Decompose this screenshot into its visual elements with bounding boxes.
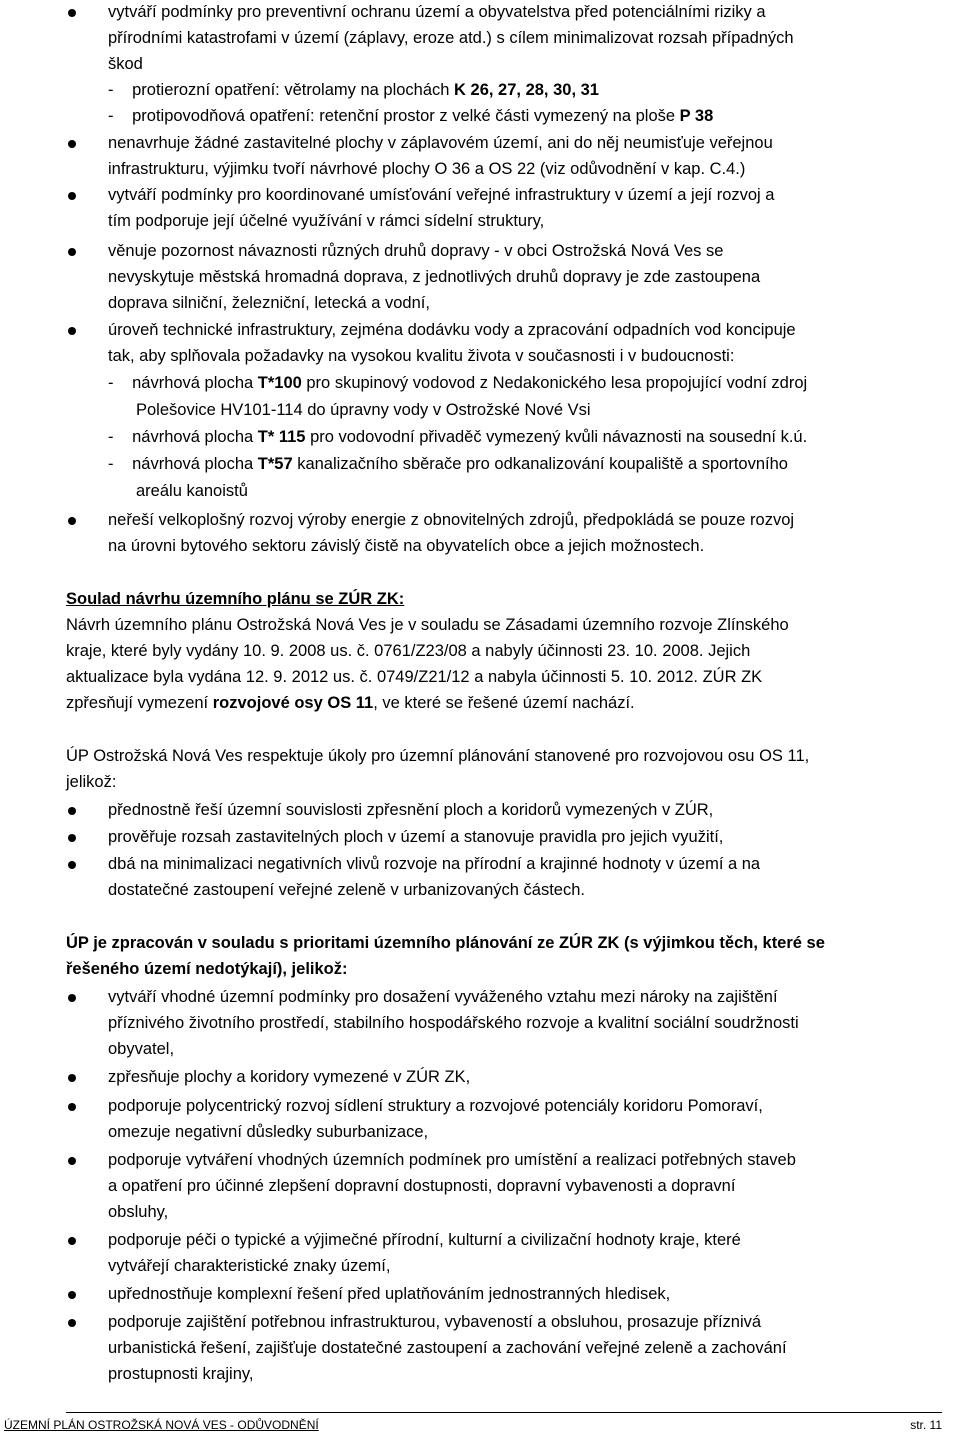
text-line: [108, 56, 143, 73]
text-line: [108, 4, 766, 21]
text-line: [108, 375, 807, 392]
text-line: [108, 108, 713, 125]
text-line: [108, 989, 778, 1006]
text-span: obyvatel,: [108, 1040, 175, 1058]
bullet-icon: [68, 248, 76, 256]
bullet-icon: [68, 807, 76, 815]
text-span: omezuje negativní důsledky suburbanizace,: [108, 1123, 429, 1141]
text-line: [108, 1366, 254, 1383]
text-line: [108, 882, 585, 899]
text-span: podporuje zajištění potřebnou infrastrukturou, vybaveností a obsluhou, prosazuje příznivá: [108, 1313, 762, 1331]
text-line: [108, 161, 745, 178]
text-span: škod: [108, 55, 143, 73]
text-line: [108, 538, 704, 555]
text-line: [108, 135, 773, 152]
text-span: podporuje polycentrický rozvoj sídlení struktury a rozvojové potenciály koridoru Pomoraví,: [108, 1097, 763, 1115]
text-span: úroveň technické infrastruktury, zejména dodávku vody a zpracování odpadních vod koncipuje: [108, 321, 796, 339]
text-line: [136, 402, 591, 419]
text-line: [108, 1340, 787, 1357]
text-line: [108, 295, 430, 312]
text-span: návrhová plocha: [132, 455, 258, 473]
text-span: nenavrhuje žádné zastavitelné plochy v záplavovém území, ani do něj neumisťuje veřejnou: [108, 134, 773, 152]
text-line: [108, 1286, 670, 1303]
text-span: , ve které se řešené území nachází.: [373, 694, 635, 712]
text-span: urbanistická řešení, zajišťuje dostatečné zastoupení a zachování veřejné zeleně a zachování: [108, 1339, 787, 1357]
text-span: jelikož:: [66, 773, 117, 791]
text-span: dbá na minimalizaci negativních vlivů rozvoje na přírodní a krajinné hodnoty v území a na: [108, 855, 761, 873]
text-span: dostatečné zastoupení veřejné zeleně v urbanizovaných částech.: [108, 881, 585, 899]
text-line: [108, 1178, 735, 1195]
text-line: [66, 695, 635, 712]
bold-text-span: T* 115: [257, 428, 306, 446]
bullet-icon: [68, 1291, 76, 1299]
text-span: kanalizačního sběrače pro odkanalizování koupaliště a sportovního: [292, 455, 788, 473]
dash-marker: -: [108, 374, 119, 392]
bullet-icon: [68, 1319, 76, 1327]
text-span: nevyskytuje městská hromadná doprava, z jednotlivých druhů dopravy je zde zastoupena: [108, 268, 761, 286]
text-line: [108, 829, 723, 846]
text-span: vytvářejí charakteristické znaky území,: [108, 1257, 391, 1275]
dash-marker: -: [108, 428, 119, 446]
text-line: [108, 30, 794, 47]
bullet-icon: [68, 834, 76, 842]
text-span: vytváří vhodné územní podmínky pro dosažení vyváženého vztahu mezi nároky na zajištění: [108, 988, 778, 1006]
text-line: [108, 1098, 763, 1115]
text-line: [108, 322, 796, 339]
text-line: [108, 1015, 799, 1032]
text-span: areálu kanoistů: [136, 482, 248, 500]
bullet-icon: [68, 1103, 76, 1111]
text-span: na úrovni bytového sektoru závislý čistě na obyvatelích obce a jejich možnostech.: [108, 537, 705, 555]
text-span: upřednostňuje komplexní řešení před uplatňováním jednostranných hledisek,: [108, 1285, 671, 1303]
text-span: pro skupinový vodovod z Nedakonického lesa propojující vodní zdroj: [301, 374, 808, 392]
text-span: Návrh územního plánu Ostrožská Nová Ves je v souladu se Zásadami územního rozvoje Zlínského: [66, 616, 789, 634]
bullet-icon: [68, 1157, 76, 1165]
text-span: ÚP Ostrožská Nová Ves respektuje úkoly pro územní plánování stanovené pro rozvojovou osu OS 11,: [66, 747, 810, 765]
bold-text-span: K 26, 27, 28, 30, 31: [454, 81, 599, 99]
text-line: [136, 483, 248, 500]
text-span: vytváří podmínky pro koordinované umísťování veřejné infrastruktury v území a její rozvoj a: [108, 186, 775, 204]
text-span: návrhová plocha: [132, 374, 258, 392]
text-line: [108, 1069, 470, 1086]
text-span: kraje, které byly vydány 10. 9. 2008 us. č. 0761/Z23/08 a nabyly účinnosti 23. 10. 2008. Jejich: [66, 642, 751, 660]
footer-page-number: str. 11: [910, 1418, 942, 1432]
text-line: [108, 1314, 761, 1331]
text-line: [108, 456, 788, 473]
text-line: [108, 1232, 741, 1249]
text-line: [108, 512, 794, 529]
text-span: Soulad návrhu územního plánu se ZÚR ZK:: [66, 590, 405, 608]
text-line: [108, 187, 774, 204]
dash-marker: -: [108, 107, 119, 125]
text-span: doprava silniční, železniční, letecká a vodní,: [108, 294, 430, 312]
text-line: [108, 82, 599, 99]
text-line: [108, 1041, 174, 1058]
text-span: obsluhy,: [108, 1203, 169, 1221]
text-line: [66, 774, 116, 791]
text-span: protipovodňová opatření: retenční prostor z velké části vymezený na ploše: [132, 107, 680, 125]
bullet-icon: [68, 327, 76, 335]
text-span: zpřesňují vymezení: [66, 694, 213, 712]
bullet-icon: [68, 1237, 76, 1245]
text-span: vytváří podmínky pro preventivní ochranu území a obyvatelstva před potenciálními riziky a: [108, 3, 766, 21]
text-span: přírodními katastrofami v území (záplavy, eroze atd.) s cílem minimalizovat rozsah případných: [108, 29, 794, 47]
text-line: [66, 669, 762, 686]
text-span: příznivého životního prostředí, stabilního hospodářského rozvoje a kvalitní sociální soudržnosti: [108, 1014, 799, 1032]
text-line: [66, 617, 789, 634]
dash-marker: -: [108, 81, 119, 99]
text-span: podporuje péči o typické a výjimečné přírodní, kulturní a civilizační hodnoty kraje, které: [108, 1231, 741, 1249]
section-heading: [66, 591, 404, 608]
text-span: neřeší velkoplošný rozvoj výroby energie z obnovitelných zdrojů, předpokládá se pouze rozvoj: [108, 511, 795, 529]
bullet-icon: [68, 861, 76, 869]
text-line: [108, 1152, 796, 1169]
text-span: a opatření pro účinné zlepšení dopravní dostupnosti, dopravní vybavenosti a dopravní: [108, 1177, 736, 1195]
text-span: protierozní opatření: větrolamy na plochách: [132, 81, 455, 99]
bullet-icon: [68, 517, 76, 525]
text-span: ÚP je zpracován v souladu s prioritami územního plánování ze ZÚR ZK (s výjimkou těch, které se: [66, 934, 825, 952]
bold-text-span: T*57: [257, 455, 293, 473]
text-line: [66, 643, 750, 660]
text-line: [108, 856, 760, 873]
bold-text-span: rozvojové osy OS 11: [212, 694, 374, 712]
text-span: návrhová plocha: [132, 428, 258, 446]
text-span: aktualizace byla vydána 12. 9. 2012 us. č. 0749/Z21/12 a nabyla účinnosti 5. 10. 2012. ZÚR ZK: [66, 668, 763, 686]
text-span: přednostně řeší územní souvislosti zpřesnění ploch a koridorů vymezených v ZÚR,: [108, 801, 714, 819]
bold-text-span: T*100: [257, 374, 302, 392]
text-span: řešeného území nedotýkají), jelikož:: [66, 960, 348, 978]
text-line: [108, 348, 734, 365]
text-span: prověřuje rozsah zastavitelných ploch v území a stanovuje pravidla pro jejich využití,: [108, 828, 724, 846]
dash-marker: -: [108, 455, 119, 473]
text-span: tak, aby splňovala požadavky na vysokou kvalitu života v současnosti i v budoucnosti:: [108, 347, 735, 365]
text-span: infrastrukturu, výjimku tvoří návrhové plochy O 36 a OS 22 (viz odůvodnění v kap. C.4.): [108, 160, 746, 178]
bold-text-span: P 38: [679, 107, 714, 125]
text-line: [108, 802, 713, 819]
bold-paragraph-line: [66, 961, 348, 978]
text-line: [108, 269, 760, 286]
text-line: [66, 748, 809, 765]
text-span: pro vodovodní přivaděč vymezený kvůli návaznosti na sousední k.ú.: [305, 428, 808, 446]
text-line: [108, 1258, 390, 1275]
text-span: tím podporuje její účelné využívání v rámci sídelní struktury,: [108, 212, 545, 230]
bullet-icon: [68, 192, 76, 200]
bullet-icon: [68, 1074, 76, 1082]
bullet-icon: [68, 994, 76, 1002]
bullet-icon: [68, 140, 76, 148]
footer-title: ÚZEMNÍ PLÁN OSTROŽSKÁ NOVÁ VES - ODŮVODNĚNÍ: [4, 1418, 319, 1432]
text-line: [108, 243, 723, 260]
text-span: věnuje pozornost návaznosti různých druhů dopravy - v obci Ostrožská Nová Ves se: [108, 242, 724, 260]
text-line: [108, 1204, 168, 1221]
text-span: podporuje vytváření vhodných územních podmínek pro umístění a realizaci potřebných staveb: [108, 1151, 796, 1169]
text-line: [108, 1124, 428, 1141]
bold-paragraph-line: [66, 935, 825, 952]
footer-rule: [66, 1412, 942, 1413]
text-line: [108, 213, 544, 230]
bullet-icon: [68, 9, 76, 17]
text-span: Polešovice HV101-114 do úpravny vody v Ostrožské Nové Vsi: [136, 401, 591, 419]
text-span: prostupnosti krajiny,: [108, 1365, 254, 1383]
text-span: zpřesňuje plochy a koridory vymezené v ZÚR ZK,: [108, 1068, 471, 1086]
text-line: [108, 429, 807, 446]
